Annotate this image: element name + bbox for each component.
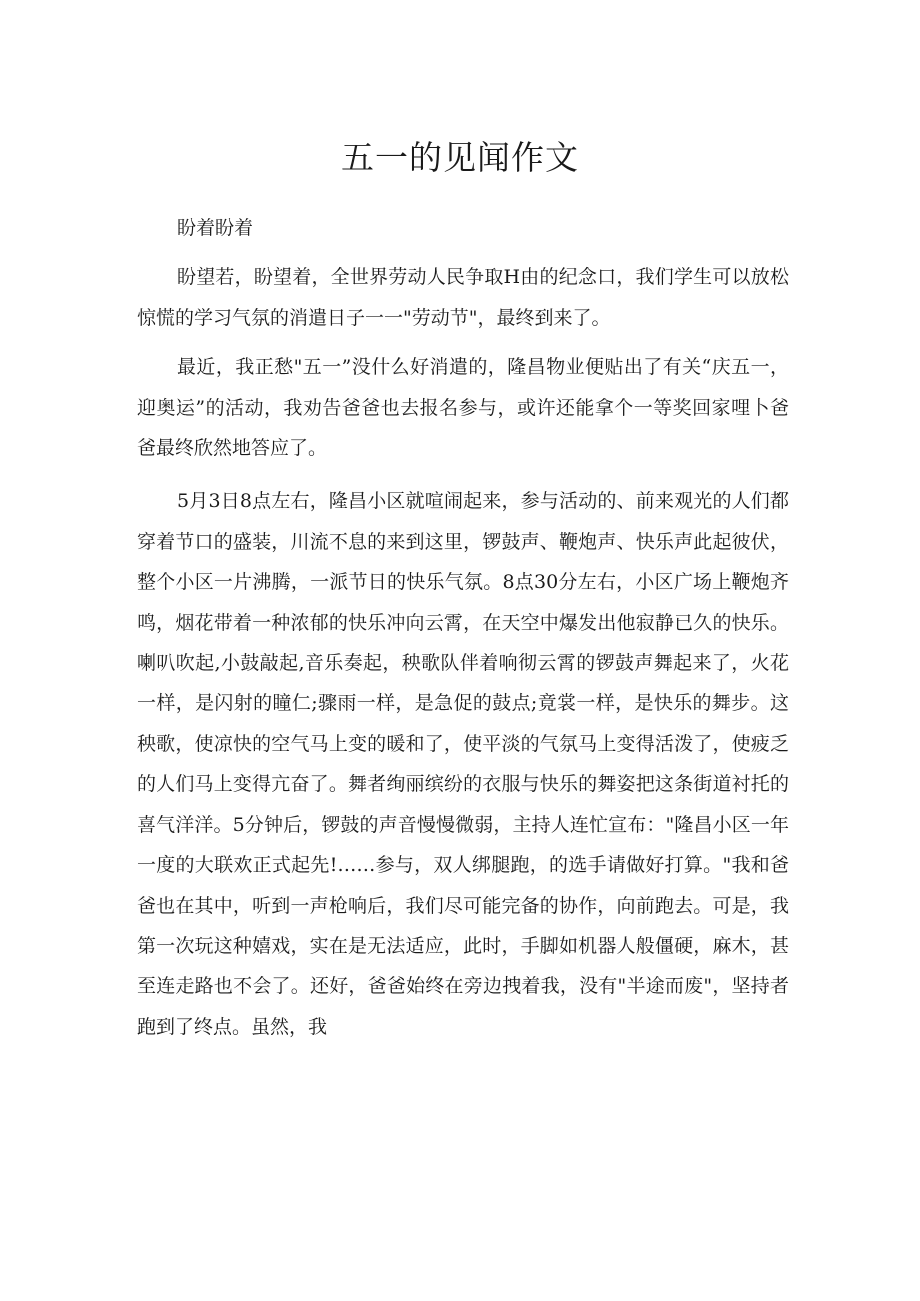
document-body (137, 208, 789, 1047)
paragraph-opening: 盼着盼着 (177, 217, 254, 239)
paragraph-event-day: 5月3日8点左右，隆昌小区就喧闹起来，参与活动的、前来观光的人们都穿着节口的盛装，川流不息的来到这里，锣鼓声、鞭炮声、快乐声此起彼伏，整个小区一片沸腾，一派节日的快乐气氛。8点30分左右，小区广场上鞭炮齐鸣，烟花带着一种浓郁的快乐冲向云霄，在天空中爆发出他寂静已久的快乐。喇叭吹起,小鼓敲起,音乐奏起，秧歌队伴着响彻云霄的锣鼓声舞起来了，火花一样，是闪射的瞳仁;骤雨一样，是急促的鼓点;竟裳一样，是快乐的舞步。这秧歌，使凉快的空气马上变的暖和了，使平淡的气氛马上变得活泼了，使疲乏的人们马上变得亢奋了。舞者绚丽缤纷的衣服与快乐的舞姿把这条街道衬托的喜气洋洋。5分钟后，锣鼓的声音慢慢微弱，主持人连忙宣布："隆昌小区一年一度的大联欢正式起先!……参与，双人绑腿跑，的选手请做好打算。"我和爸爸也在其中，听到一声枪响后，我们尽可能完备的协作，向前跑去。可是，我第一次玩这种嬉戏，实在是无法适应，此时，手脚如机器人般僵硬，麻木，甚至连走路也不会了。还好，爸爸始终在旁边拽着我，没有"半途而废"，坚持者跑到了终点。虽然，我 (137, 490, 789, 1038)
paragraph-labor-day: 盼望若，盼望着，全世界劳动人民争取H由的纪念口，我们学生可以放松惊慌的学习气氛的消遣日子一一"劳动节"，最终到来了。 (137, 266, 789, 329)
document-title: 五一的见闻作文 (341, 138, 579, 177)
paragraph-activity-notice: 最近，我正愁"五一”没什么好消遣的，隆昌物业便贴出了有关“庆五一，迎奥运”的活动，我劝告爸爸也去报名参与，或许还能拿个一等奖回家哩卜爸爸最终欣然地答应了。 (137, 356, 789, 460)
